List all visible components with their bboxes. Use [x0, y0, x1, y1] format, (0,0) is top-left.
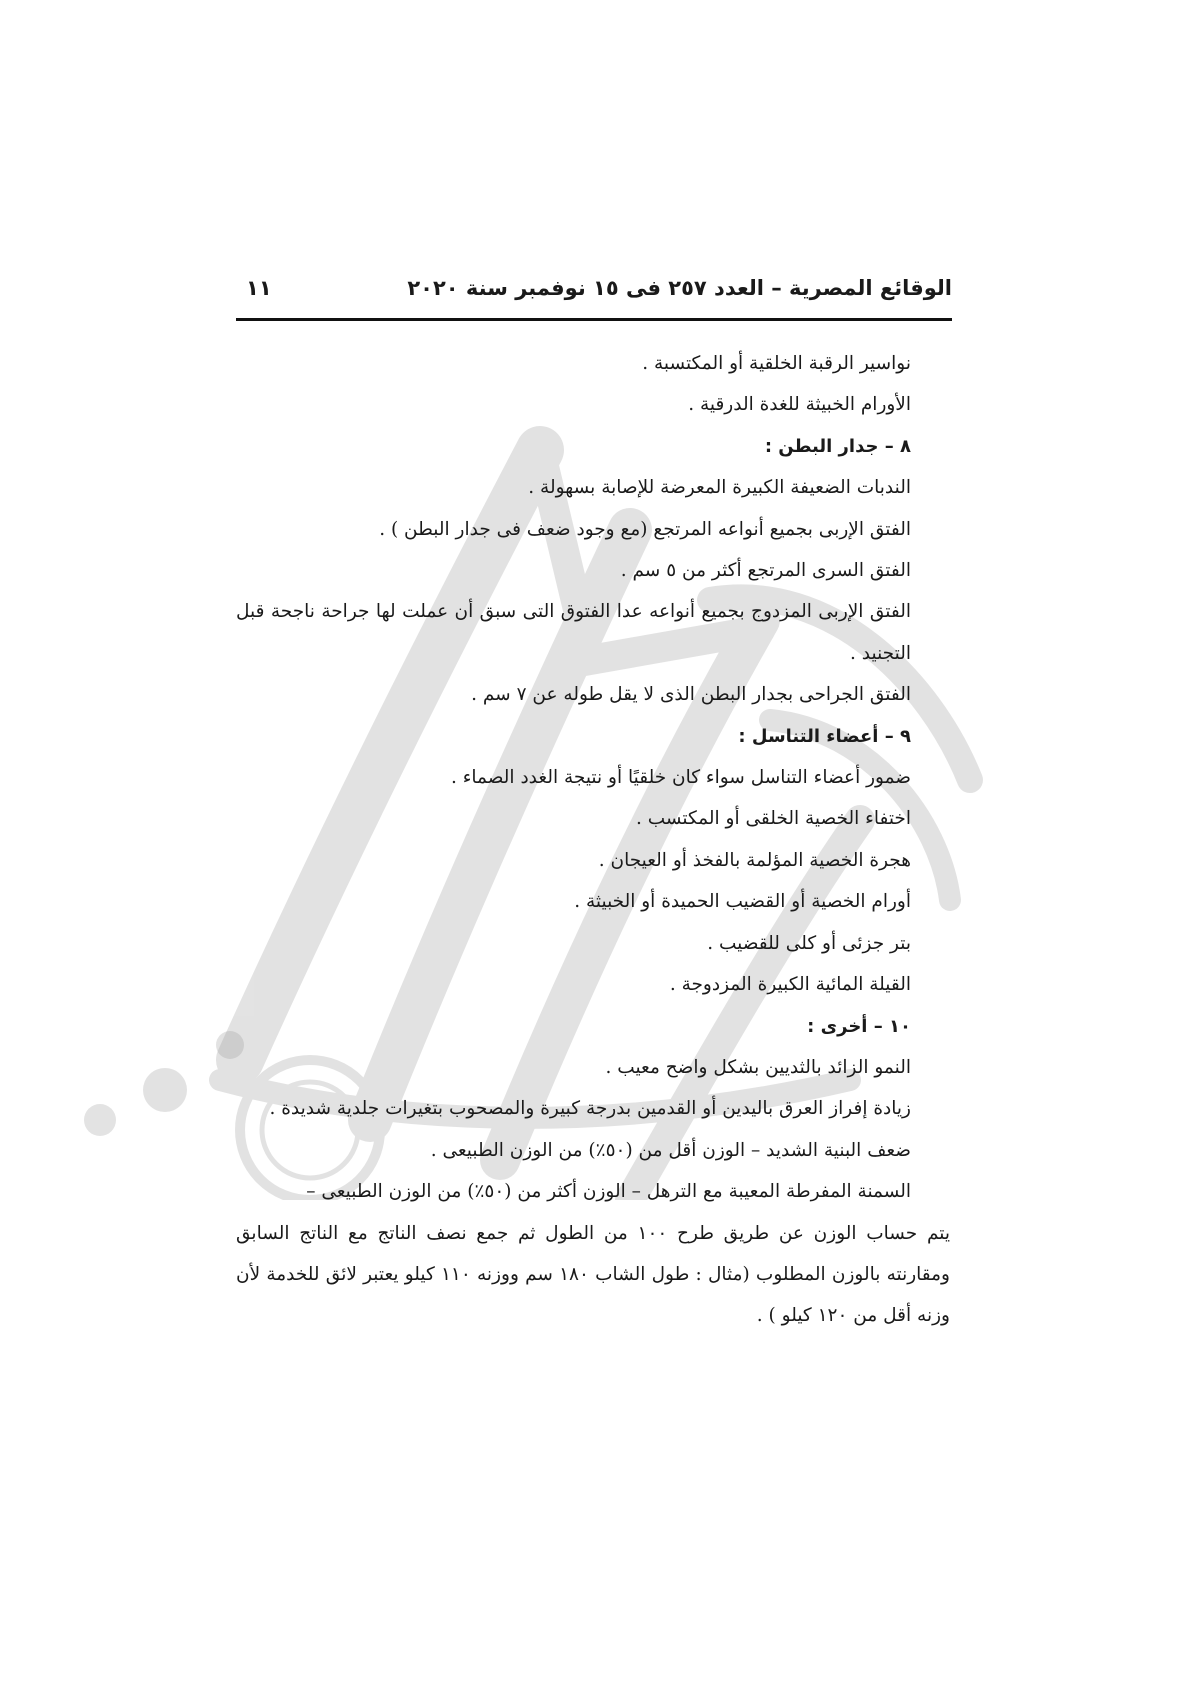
header-divider	[236, 318, 952, 321]
text-line: أورام الخصية أو القضيب الحميدة أو الخبيثة .	[574, 891, 911, 913]
text-line: القيلة المائية الكبيرة المزدوجة .	[669, 974, 911, 996]
document-body	[236, 343, 950, 1337]
section-heading-9: ٩ – أعضاء التناسل :	[738, 725, 911, 747]
text-line: بتر جزئى أو كلى للقضيب .	[707, 932, 911, 954]
page-header	[236, 270, 952, 314]
text-paragraph: الفتق الإربى المزدوج بجميع أنواعه عدا الفتوق التى سبق أن عملت لها جراحة ناجحة قبل التجنيد .	[236, 601, 911, 664]
text-line: ضمور أعضاء التناسل سواء كان خلقيًا أو نتيجة الغدد الصماء .	[450, 767, 911, 789]
text-line: ضعف البنية الشديد – الوزن أقل من (٥٠٪) من الوزن الطبيعى .	[430, 1139, 911, 1161]
section-heading-8: ٨ – جدار البطن :	[764, 435, 911, 457]
text-line: نواسير الرقبة الخلقية أو المكتسبة .	[642, 353, 911, 374]
text-paragraph: يتم حساب الوزن عن طريق طرح ١٠٠ من الطول ثم جمع نصف الناتج مع الناتج السابق ومقارنته بالوزن المطلوب (مثال : طول الشاب ١٨٠ سم ووزنه ١١٠ كيلو يعتبر لائق للخدمة لأن وزنه أقل من ١٢٠ كيلو ) .	[236, 1222, 950, 1327]
text-line: هجرة الخصية المؤلمة بالفخذ أو العيجان .	[598, 849, 911, 871]
text-paragraph: زيادة إفراز العرق باليدين أو القدمين بدرجة كبيرة والمصحوب بتغيرات جلدية شديدة .	[269, 1098, 911, 1120]
header-title: الوقائع المصرية – العدد ٢٥٧ فى ١٥ نوفمبر سنة ٢٠٢٠	[407, 276, 952, 300]
text-line: النمو الزائد بالثديين بشكل واضح معيب .	[605, 1056, 911, 1078]
text-line: الفتق الإربى بجميع أنواعه المرتجع (مع وجود ضعف فى جدار البطن ) .	[379, 518, 911, 540]
text-line: الندبات الضعيفة الكبيرة المعرضة للإصابة بسهولة .	[528, 477, 911, 499]
text-line: الفتق السرى المرتجع أكثر من ٥ سم .	[620, 560, 911, 582]
text-line: الأورام الخبيثة للغدة الدرقية .	[688, 394, 911, 416]
text-line: اختفاء الخصية الخلقى أو المكتسب .	[635, 808, 911, 830]
section-heading-10: ١٠ – أخرى :	[807, 1015, 911, 1037]
text-line: السمنة المفرطة المعيبة مع الترهل – الوزن أكثر من (٥٠٪) من الوزن الطبيعى –	[306, 1181, 911, 1203]
text-line: الفتق الجراحى بجدار البطن الذى لا يقل طوله عن ٧ سم .	[471, 684, 911, 706]
page-number: ١١	[246, 276, 272, 300]
